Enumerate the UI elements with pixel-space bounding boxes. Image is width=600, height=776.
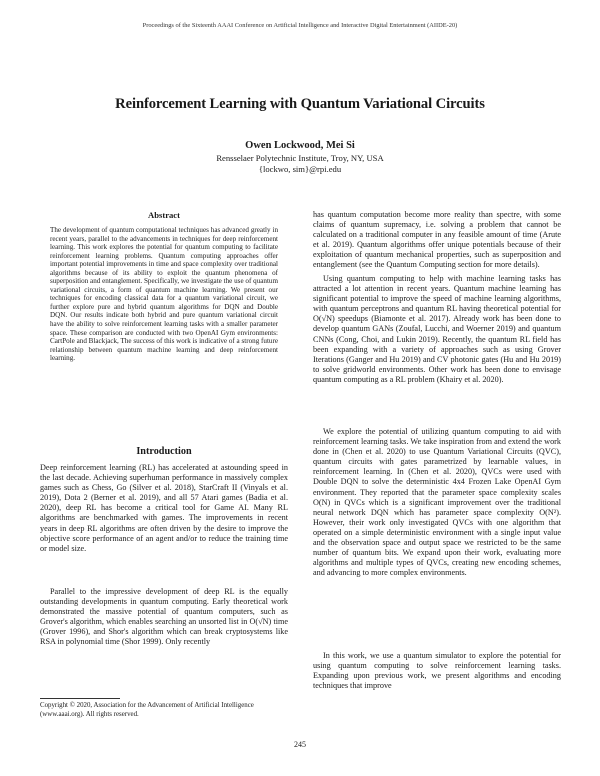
introduction-heading: Introduction [136, 446, 192, 457]
affiliation: Rensselaer Polytechnic Institute, Troy, NY, USA [216, 153, 384, 163]
author-affiliation-block [0, 153, 600, 175]
paper-title: Reinforcement Learning with Quantum Variational Circuits [115, 96, 485, 112]
right-column-paragraph-3: We explore the potential of utilizing quantum computing to aid with reinforcement learning tasks. We take inspiration from and extend the work done in (Chen et al. 2020) to use Quantum Variational Circuits (QVC), quantum circuits with gates parametrized by learnable values, in reinforcement learning. In (Chen et al. 2020), QVCs were used with Double DQN to solve the deterministic 4x4 Frozen Lake OpenAI Gym environment. They reported that the parameter space complexity scales O(N) in QVCs which is a significant improvement over the traditional neural network DQN which has parameter space complexity O(N²). However, their work only investigated QVCs with one algorithm that operated on a simple deterministic environment with a single input value and the observation space and output space we restricted to be the same number of quantum bits. We expand upon their work, evaluating more algorithms and multiple types of QVCs, creating new encoding schemes, and advancing to more complex environments. [313, 427, 561, 578]
right-column-paragraph-1: has quantum computation become more reality than spectre, with some claims of quantum supremacy, i.e. solving a problem that cannot be calculated on a traditional computer in any feasible amount of time (Arute et al. 2019). Quantum algorithms offer unique potentials because of their exploitation of quantum mechanical properties, such as superposition and entanglement (see the Quantum Computing section for more details). [313, 210, 561, 270]
paper-authors: Owen Lockwood, Mei Si [245, 140, 355, 151]
author-email: {lockwo, sim}@rpi.edu [258, 164, 342, 174]
introduction-paragraph-1: Deep reinforcement learning (RL) has accelerated at astounding speed in the last decade. Achieving superhuman performance in massively complex games such as Chess, Go (Silver et al. 2018), StarCraft II (Vinyals et al. 2019), Dota 2 (Berner et al. 2019), and all 57 Atari games (Badia et al. 2020), deep RL has become a critical tool for Game AI. Many RL algorithms are benchmarked with games. The improvements in recent years in deep RL algorithms are often driven by the desire to improve the objective score performance of an agent and/or to reduce the training time or model size. [40, 463, 288, 553]
abstract-text: The development of quantum computational techniques has advanced greatly in recent years, parallel to the advancements in techniques for deep reinforcement learning. This work explores the potential for quantum computing to facilitate reinforcement learning problems. Quantum computing approaches offer important potential improvements in time and space complexity over traditional algorithms because of its ability to exploit the quantum phenomena of superposition and entanglement. Specifically, we investigate the use of quantum variational circuits, a form of quantum machine learning. We present our techniques for encoding classical data for a quantum variational circuit, we further explore pure and hybrid quantum algorithms for DQN and Double DQN. Our results indicate both hybrid and pure quantum variational circuit have the ability to solve reinforcement learning tasks with a smaller parameter space. These comparison are conducted with two OpenAI Gym environments: CartPole and Blackjack, The success of this work is indicative of a strong future relationship between quantum machine learning and deep reinforcement learning. [50, 226, 278, 363]
abstract-heading: Abstract [148, 210, 180, 220]
right-column-paragraph-2: Using quantum computing to help with machine learning tasks has attracted a lot attention in recent years. Quantum machine learning has significant potential to improve the speed of machine learning algorithms, with quantum perceptrons and quantum RL having theoretical potential for O(√N) speedups (Biamonte et al. 2017). Already work has been done to develop quantum GANs (Zoufal, Lucchi, and Woerner 2019) and quantum CNNs (Cong, Choi, and Lukin 2019). Recently, the quantum RL field has been expanding with a variety of approaches such as using Grover Iterations (Ganger and Hu 2019) and CV photonic gates (Hu and Hu 2019) to solve gridworld environments. Other work has been done to envisage quantum computing as a RL problem (Khairy et al. 2020). [313, 274, 561, 384]
footnote-rule [40, 698, 120, 699]
proceedings-header: Proceedings of the Sixteenth AAAI Conference on Artificial Intelligence and Interactive Digital Entertainment (AIIDE-20) [142, 22, 458, 29]
introduction-paragraph-2: Parallel to the impressive development of deep RL is the equally outstanding developments in quantum computing. Early theoretical work demonstrated the massive potential of quantum computers, such as Grover's algorithm, which enables searching an unsorted list in O(√N) time (Grover 1996), and Shor's algorithm which can break cryptosystems like RSA in polynomial time (Shor 1999). Only recently [40, 587, 288, 647]
page-number: 245 [294, 740, 306, 749]
copyright-footnote: Copyright © 2020, Association for the Advancement of Artificial Intelligence (www.aaai.org). All rights reserved. [40, 702, 254, 718]
right-column-paragraph-4: In this work, we use a quantum simulator to explore the potential for using quantum computing to solve reinforcement learning tasks. Expanding upon previous work, we present algorithms and encoding techniques that improve [313, 651, 561, 691]
